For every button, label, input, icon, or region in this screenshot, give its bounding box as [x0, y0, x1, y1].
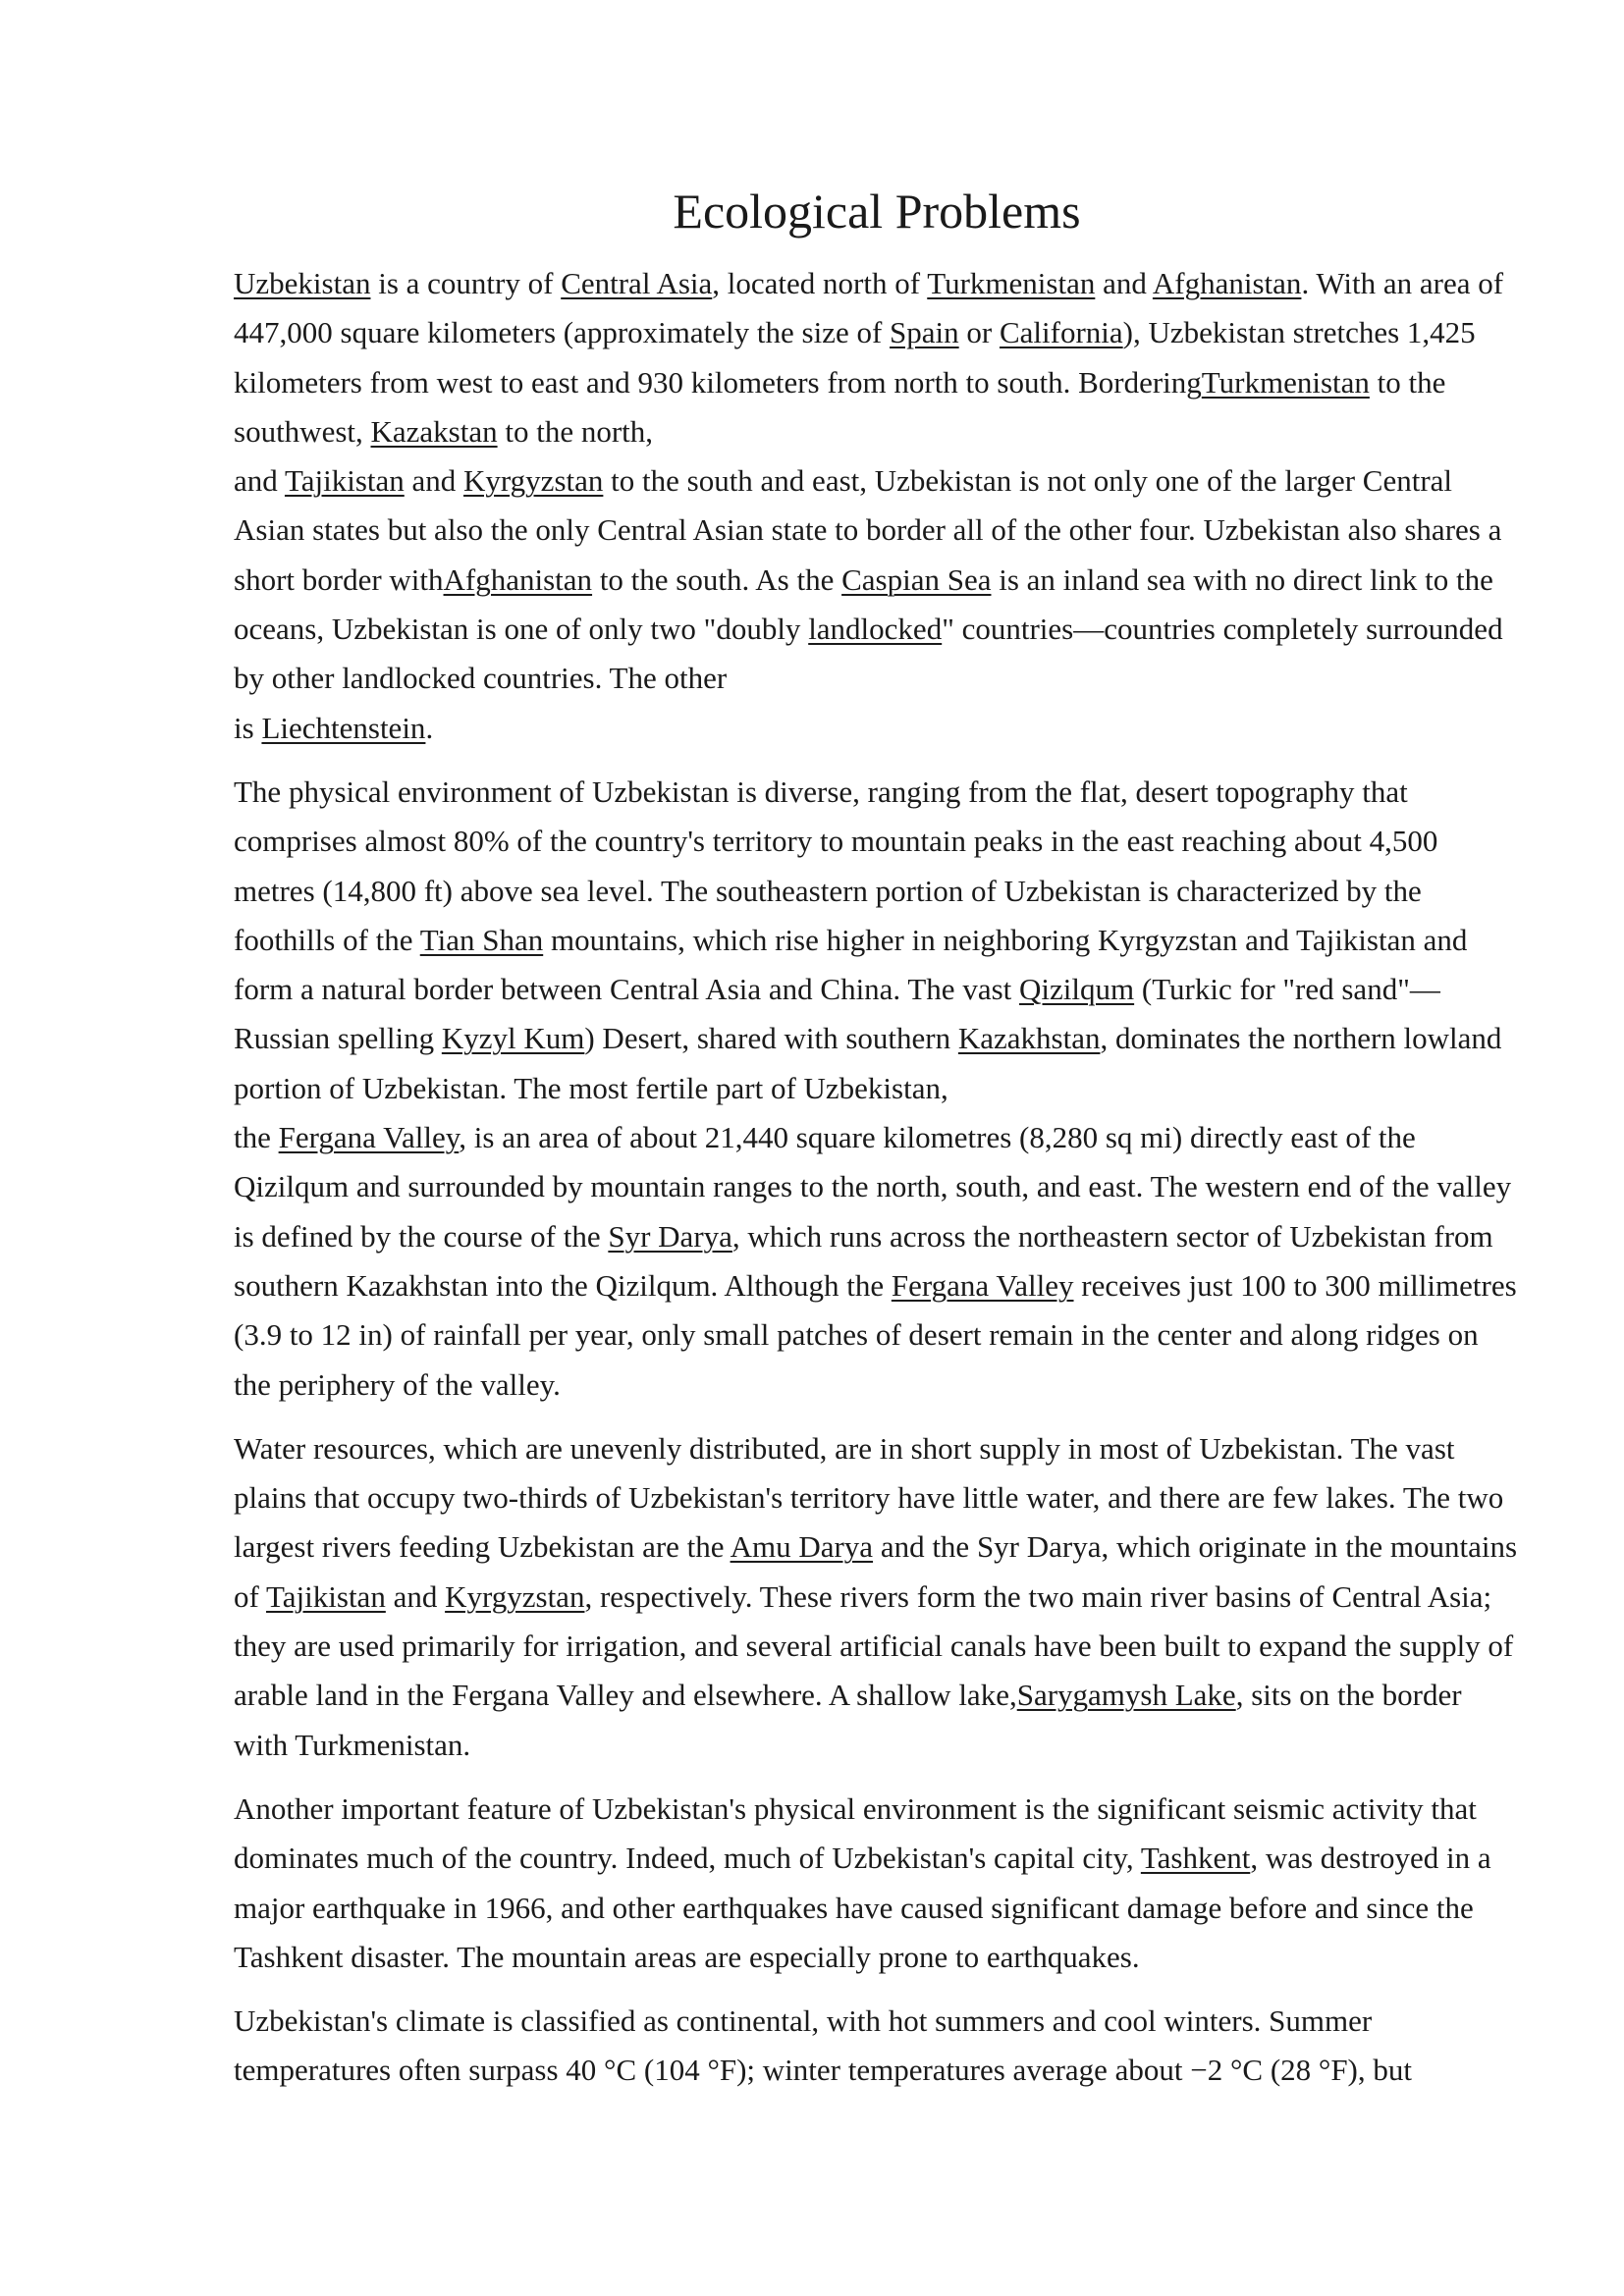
hyperlink[interactable]: Afghanistan	[1152, 266, 1302, 300]
text-segment: , which runs across the northeastern sector of Uzbekistan from southern Kazakhstan into the Qizilqum. Although the	[234, 1218, 1501, 1303]
hyperlink[interactable]: Uzbekistan	[234, 266, 371, 300]
hyperlink[interactable]: Turkmenistan	[1201, 364, 1370, 400]
hyperlink[interactable]: Amu Darya	[730, 1529, 874, 1565]
hyperlink[interactable]: Kyrgyzstan	[445, 1578, 585, 1614]
text-segment: The physical environment of Uzbekistan is diverse, ranging from the flat, desert topography that comprises almost 80% of the country's territory to mountain peaks in the east reaching about 4,500 metres (14,800 ft) above sea level. The southeastern portion of Uzbekistan is characterized by the foothills of the	[234, 774, 1446, 957]
hyperlink[interactable]: Kazakstan	[370, 413, 498, 449]
paragraph	[234, 1997, 1520, 2096]
hyperlink[interactable]: Qizilqum	[1019, 972, 1135, 1007]
paragraph	[234, 1785, 1520, 1982]
text-segment: " countries—countries completely surrounded by other landlocked countries. The other	[234, 612, 1511, 696]
text-segment: to the north,	[497, 413, 654, 449]
text-segment: and	[404, 463, 464, 499]
text-segment: , was destroyed in a major earthquake in 1966, and other earthquakes have caused significant damage before and since the Tashkent disaster. The mountain areas are especially prone to earthquakes.	[234, 1841, 1499, 1974]
hyperlink[interactable]: Liechtenstein	[261, 710, 426, 745]
paragraph	[234, 259, 1520, 753]
text-segment: , dominates the northern lowland portion of Uzbekistan. The most fertile part of Uzbekistan,	[234, 1021, 1510, 1105]
document-body	[234, 259, 1525, 2096]
text-segment: Water resources, which are unevenly distributed, are in short supply in most of Uzbekistan. The vast plains that occupy two-thirds of Uzbekistan's territory have little water, and there are few lakes. The two largest rivers feeding Uzbekistan are the	[234, 1430, 1512, 1565]
text-segment: receives just 100 to 300 millimetres (3.9 to 12 in) of rainfall per year, only small patches of desert remain in the center and along ridges on the periphery of the valley.	[234, 1267, 1525, 1402]
document-page	[234, 177, 1525, 2110]
text-segment: or	[958, 315, 1000, 350]
text-segment: , located north of	[712, 266, 928, 300]
text-segment: to the southwest,	[234, 364, 1454, 449]
text-segment: and	[385, 1578, 446, 1614]
hyperlink[interactable]: landlocked	[808, 612, 943, 647]
text-segment: , is an area of about 21,440 square kilometres (8,280 sq mi) directly east of the Qizilqum and surrounded by mountain ranges to the north, south, and east. The western end of the valley is defined by the course of the	[234, 1120, 1519, 1254]
text-segment: and	[234, 463, 285, 499]
hyperlink[interactable]: California	[999, 315, 1123, 350]
text-segment: is	[234, 710, 262, 745]
document-title: Ecological Problems	[673, 184, 1081, 239]
text-segment: mountains, which rise higher in neighboring Kyrgyzstan and Tajikistan and form a natural border between Central Asia and China. The vast	[234, 922, 1476, 1007]
hyperlink[interactable]: Central Asia	[561, 266, 713, 300]
hyperlink[interactable]: Tian Shan	[419, 922, 544, 957]
paragraph	[234, 768, 1525, 1410]
hyperlink[interactable]: Fergana Valley	[278, 1120, 460, 1155]
text-segment: , respectively. These rivers form the two main river basins of Central Asia; they are used primarily for irrigation, and several artificial canals have been built to expand the supply of arable land in the Fergana Valley and elsewhere. A shallow lake,	[234, 1578, 1522, 1713]
hyperlink[interactable]: Fergana Valley	[891, 1267, 1074, 1303]
text-segment: .	[425, 710, 434, 745]
text-segment: ) Desert, shared with southern	[584, 1021, 958, 1056]
text-segment: and the Syr Darya, which originate in the mountains of	[234, 1529, 1525, 1614]
hyperlink[interactable]: Afghanistan	[443, 561, 593, 597]
hyperlink[interactable]: Tashkent	[1140, 1841, 1251, 1876]
hyperlink[interactable]: Syr Darya	[608, 1218, 732, 1254]
text-segment: ), Uzbekistan stretches 1,425 kilometers from west to east and 930 kilometers from north to south. Bordering	[234, 315, 1484, 400]
hyperlink[interactable]: Kazakhstan	[957, 1021, 1101, 1056]
text-segment: (Turkic for "red sand"—Russian spelling	[234, 972, 1440, 1056]
paragraph	[234, 1424, 1525, 1770]
hyperlink[interactable]: Caspian Sea	[841, 561, 992, 597]
text-segment: is an inland sea with no direct link to the oceans, Uzbekistan is one of only two "doubly	[234, 561, 1501, 647]
text-segment: . With an area of 447,000 square kilometers (approximately the size of	[234, 266, 1511, 350]
text-segment: Uzbekistan's climate is classified as continental, with hot summers and cool winters. Summer temperatures often surpass 40 °C (104 °F); winter temperatures average about −2 °C (28 °F), but	[234, 2003, 1412, 2088]
hyperlink[interactable]: Turkmenistan	[927, 266, 1096, 300]
text-segment: and	[1095, 266, 1153, 300]
text-segment: , sits on the border with Turkmenistan.	[234, 1678, 1470, 1762]
text-segment: to the south and east, Uzbekistan is not only one of the larger Central Asian states but also the only Central Asian state to border all of the other four. Uzbekistan also shares a short border with	[234, 463, 1510, 597]
hyperlink[interactable]: Sarygamysh Lake	[1016, 1678, 1236, 1713]
hyperlink[interactable]: Tajikistan	[266, 1578, 386, 1614]
text-segment: is a country of	[370, 266, 562, 300]
hyperlink[interactable]: Kyrgyzstan	[463, 463, 604, 499]
text-segment: Another important feature of Uzbekistan's physical environment is the significant seismic activity that dominates much of the country. Indeed, much of Uzbekistan's capital city,	[234, 1790, 1485, 1876]
hyperlink[interactable]: Spain	[890, 315, 959, 350]
text-segment: to the south. As the	[592, 561, 842, 597]
hyperlink[interactable]: Tajikistan	[284, 463, 405, 499]
text-segment: the	[234, 1120, 279, 1155]
hyperlink[interactable]: Kyzyl Kum	[441, 1021, 585, 1056]
